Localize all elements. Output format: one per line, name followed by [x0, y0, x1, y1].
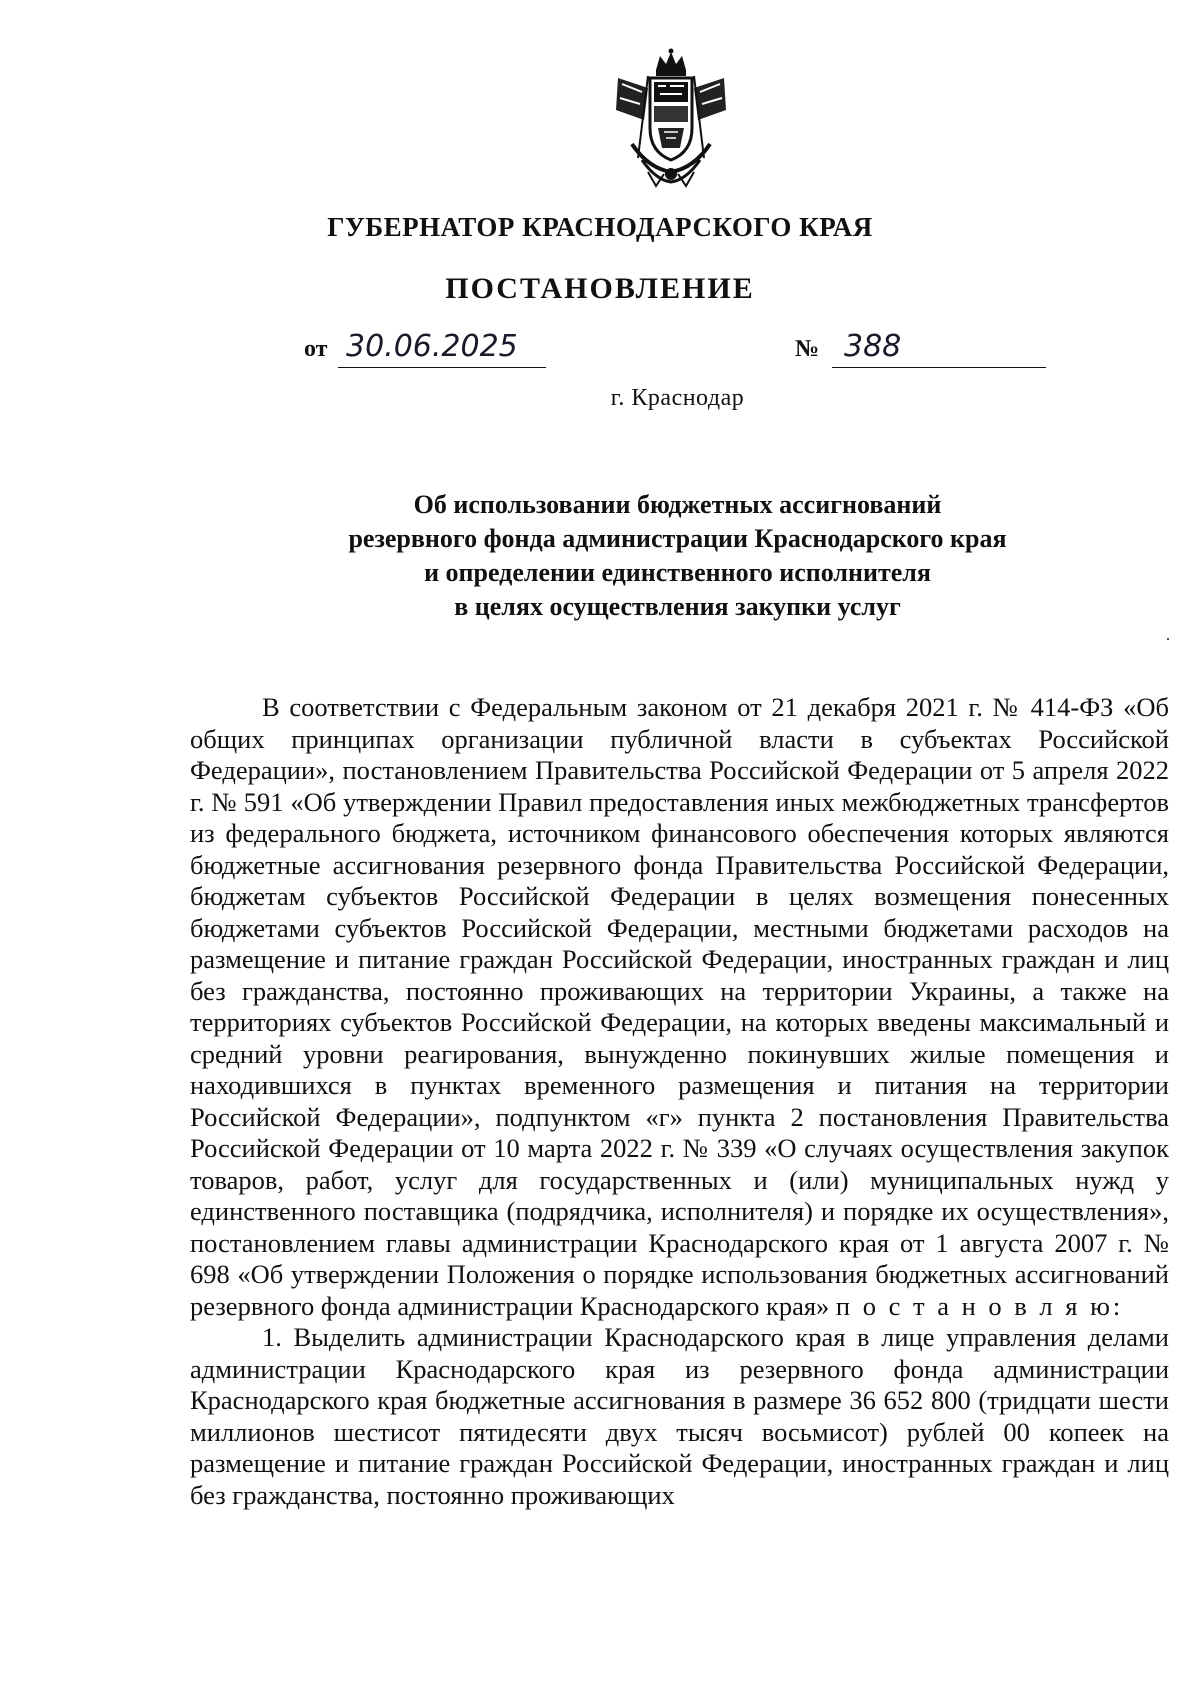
- document-type: ПОСТАНОВЛЕНИЕ: [445, 272, 755, 305]
- date-label: от: [304, 336, 328, 362]
- coat-of-arms-icon: [608, 48, 734, 188]
- document-number: 388: [832, 327, 1046, 368]
- resolve-word: п о с т а н о в л я ю:: [835, 1290, 1124, 1321]
- preamble-text: В соответствии с Федеральным законом от 21 декабря 2021 г. № 414-ФЗ «Об общих принципах организации публичной власти в субъектах Российской Федерации», постановлением Правительства Российской Федерации от 5 апреля 2022 г. № 591 «Об утверждении Правил предоставления иных межбюджетных трансфертов из федерального бюджета, источником финансового обеспечения которых являются бюджетные ассигнования резервного фонда Правительства Российской Федерации, бюджетам субъектов Российской Федерации в целях возмещения понесенных бюджетами субъектов Российской Федерации, местными бюджетами расходов на размещение и питание граждан Российской Федерации, иностранных граждан и лиц без гражданства, постоянно проживающих на территории Украины, а также на территориях субъектов Российской Федерации, на которых введены максимальный и средний уровни реагирования, вынужденно покинувших жилые помещения и находившихся в пунктах временного размещения и питания на территории Российской Федерации», подпунктом «г» пункта 2 постановления Правительства Российской Федерации от 10 марта 2022 г. № 339 «О случаях осуществления закупок товаров, работ, услуг для государственных и (или) муниципальных нужд у единственного поставщика (подрядчика, исполнителя) и порядке их осуществления», постановлением главы администрации Краснодарского края от 1 августа 2007 г. № 698 «Об утверждении Положения о порядке использования бюджетных ассигнований резервного фонда администрации Краснодарского края»: [190, 692, 1169, 1321]
- scan-speck: [1167, 638, 1169, 640]
- date-value: 30.06.2025: [338, 327, 546, 368]
- title-line: в целях осуществления закупки услуг: [454, 592, 901, 621]
- document-title: [0, 488, 1200, 624]
- preamble-paragraph: [190, 692, 1169, 1322]
- title-line: резервного фонда администрации Краснодарского края: [348, 524, 1007, 553]
- city: г. Краснодар: [610, 385, 745, 411]
- issuing-authority: ГУБЕРНАТОР КРАСНОДАРСКОГО КРАЯ: [327, 212, 873, 242]
- item-1-paragraph: 1. Выделить администрации Краснодарского края в лице управления делами администрации Краснодарского края из резервного фонда администрации Краснодарского края бюджетные ассигнования в размере 36 652 800 (тридцати шести миллионов шестисот пятидесяти двух тысяч восьмисот) рублей 00 копеек на размещение и питание граждан Российской Федерации, иностранных граждан и лиц без гражданства, постоянно проживающих: [190, 1322, 1169, 1510]
- title-line: Об использовании бюджетных ассигнований: [413, 490, 942, 519]
- number-label: №: [795, 336, 820, 362]
- document-body: [190, 692, 1169, 1511]
- title-line: и определении единственного исполнителя: [424, 558, 931, 587]
